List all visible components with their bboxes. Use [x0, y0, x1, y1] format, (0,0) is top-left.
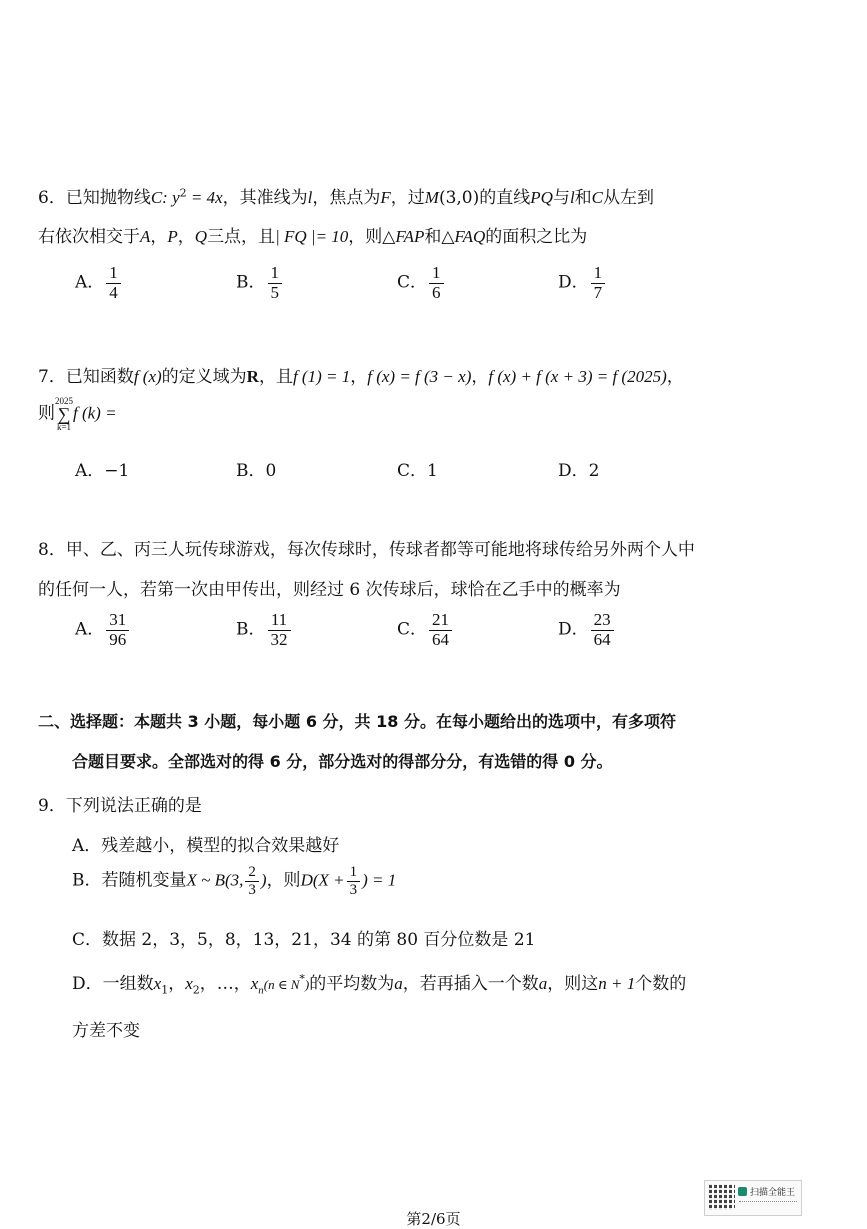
scanner-logo-icon: [738, 1187, 747, 1196]
summation: 2025 ∑ k=1: [55, 396, 73, 432]
q6-option-d[interactable]: D． $\frac{1}{7}$: [558, 264, 607, 302]
fraction: $\frac{11}{32}$: [268, 611, 291, 649]
q6-option-a[interactable]: A． $\frac{1}{4}$: [75, 264, 123, 302]
qr-code-icon: [709, 1184, 735, 1210]
q8-option-b[interactable]: B． $\frac{11}{32}$: [236, 611, 293, 649]
fraction: $\frac{23}{64}$: [591, 611, 614, 649]
q6-option-b[interactable]: B． $\frac{1}{5}$: [236, 264, 284, 302]
q9-option-d[interactable]: D．一组数$x_1$，$x_2$，…，$x_n(n$ ∈ N*)的平均数为a，若再插入一个数a，则这n + 1个数的: [72, 972, 687, 997]
fraction: $\frac{21}{64}$: [429, 611, 452, 649]
fraction: $\frac{1}{7}$: [591, 264, 606, 302]
q8-option-c[interactable]: C． $\frac{21}{64}$: [397, 611, 454, 649]
section-heading-cont: 合题目要求。全部选对的得 6 分，部分选对的得部分分，有选错的得 0 分。: [72, 752, 613, 771]
q7-option-b[interactable]: B．0: [236, 461, 277, 481]
q9-option-a[interactable]: A．残差越小，模型的拟合效果越好: [72, 836, 340, 856]
q7-option-c[interactable]: C．1: [397, 461, 438, 481]
watermark-divider: [739, 1201, 797, 1205]
page-number: 第2/6页: [406, 1210, 461, 1228]
q6-line2: 右依次相交于A，P，Q三点，且| FQ |= 10，则△FAP和△FAQ的面积之比为: [38, 227, 588, 247]
q8-option-a[interactable]: A． $\frac{31}{96}$: [75, 611, 131, 649]
fraction: $\frac{1}{4}$: [106, 264, 121, 302]
q7-line2: 则 2025 ∑ k=1 f (k) =: [38, 396, 117, 432]
q7-line1: 7．已知函数f (x)的定义域为R，且f (1) = 1，f (x) = f (3 − x)，f (x) + f (x + 3) = f (2025)，: [38, 367, 684, 387]
q9-option-d-cont: 方差不变: [72, 1021, 140, 1041]
q8-line1: 8．甲、乙、丙三人玩传球游戏，每次传球时，传球者都等可能地将球传给另外两个人中: [38, 540, 695, 560]
section-heading: 二、选择题：本题共 3 小题，每小题 6 分，共 18 分。在每小题给出的选项中，有多项符: [38, 712, 676, 731]
q7-option-a[interactable]: A．−1: [75, 461, 130, 481]
q8-line2: 的任何一人，若第一次由甲传出，则经过 6 次传球后，球恰在乙手中的概率为: [38, 580, 621, 600]
q9-option-b[interactable]: B．若随机变量X ~ B(3, $\frac{2}{3}$ )，则D(X + $\frac{1}{3}$ ) = 1: [72, 864, 397, 898]
fraction: $\frac{1}{6}$: [429, 264, 444, 302]
curve: C: y: [150, 188, 180, 207]
q7-option-d[interactable]: D．2: [558, 461, 600, 481]
q9-stem: 9．下列说法正确的是: [38, 796, 202, 816]
fraction: $\frac{2}{3}$: [245, 864, 259, 898]
q8-option-d[interactable]: D． $\frac{23}{64}$: [558, 611, 616, 649]
q6-option-c[interactable]: C． $\frac{1}{6}$: [397, 264, 446, 302]
q6-line1: 6．已知抛物线C: $y^2 = 4x$，其准线为l，焦点为F，过M(3,0)的直线PQ与l和C从左到: [38, 186, 655, 208]
scanner-brand: 扫描全能王: [750, 1188, 796, 1198]
fraction: $\frac{1}{3}$: [347, 864, 361, 898]
q9-option-c[interactable]: C．数据 2，3，5，8，13，21，34 的第 80 百分位数是 21: [72, 930, 536, 950]
fraction: $\frac{1}{5}$: [268, 264, 283, 302]
fraction: $\frac{31}{96}$: [106, 611, 129, 649]
